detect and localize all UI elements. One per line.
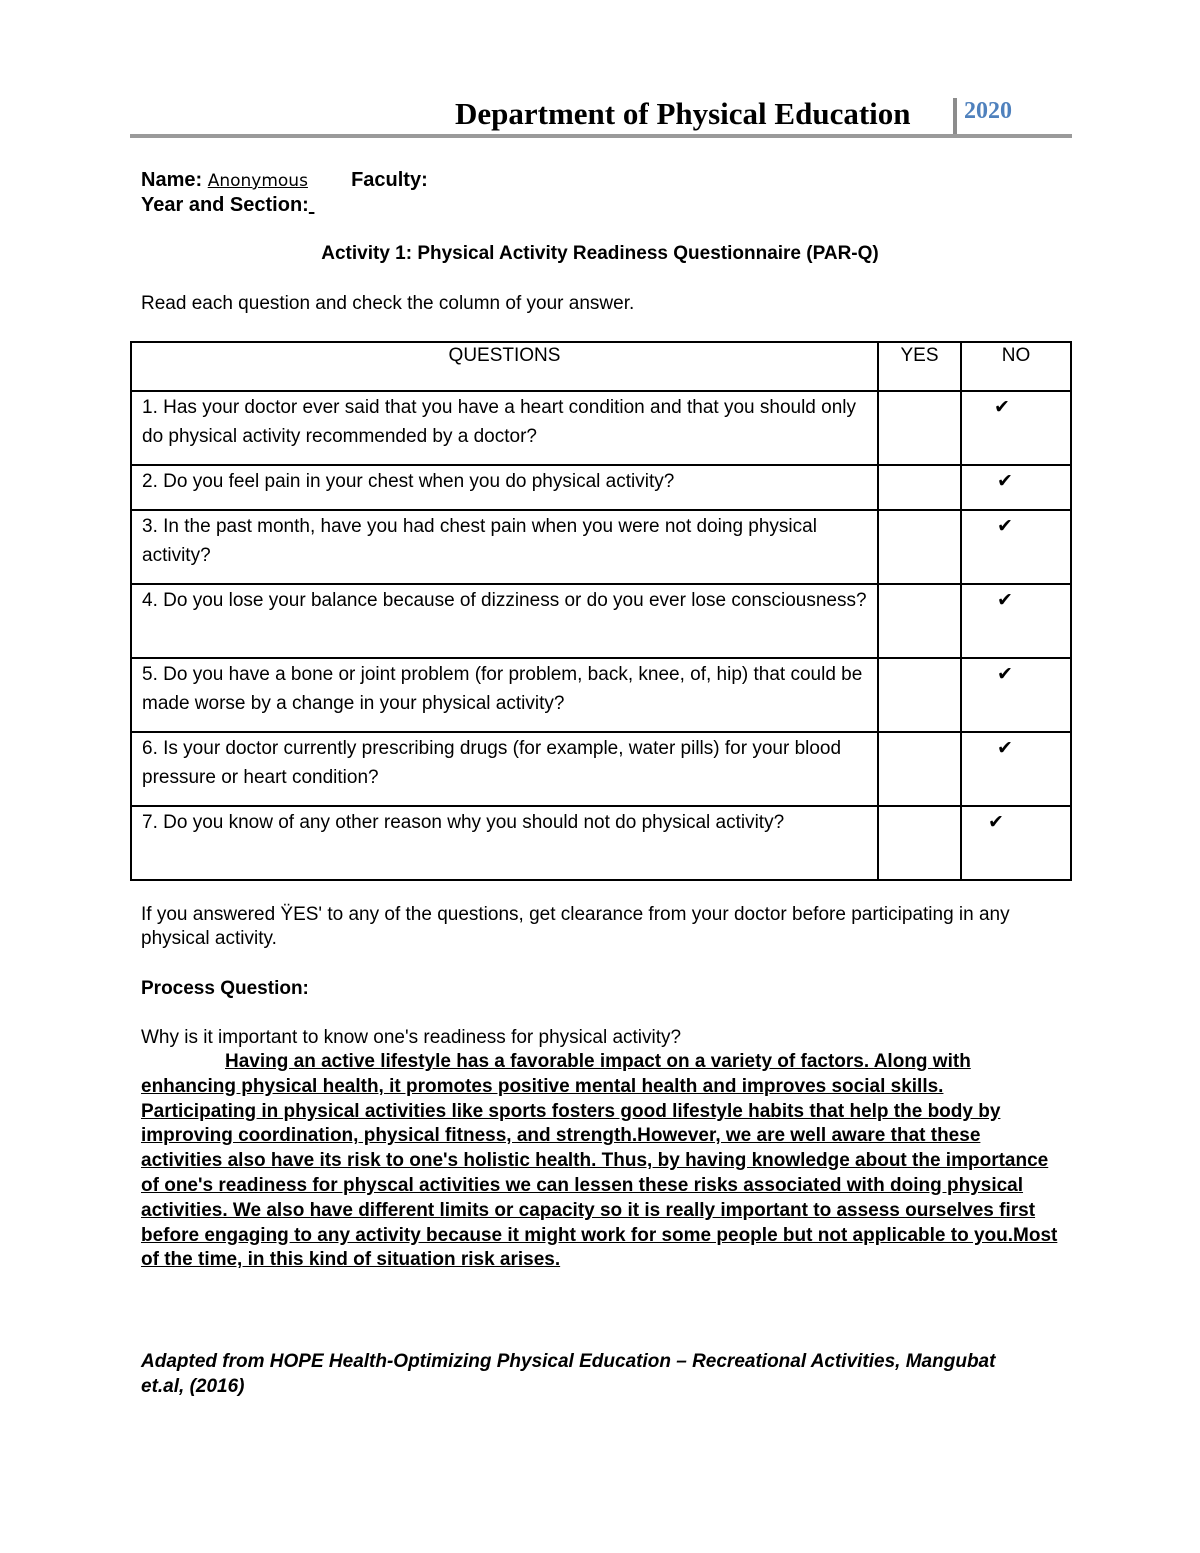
- checkmark-icon: ✔: [997, 471, 1013, 492]
- process-question: Why is it important to know one's readiness for physical activity?: [141, 1027, 682, 1048]
- yes-cell[interactable]: [878, 806, 961, 880]
- checkmark-icon: ✔: [988, 812, 1004, 833]
- checkmark-icon: ✔: [997, 664, 1013, 685]
- year-section-label: Year and Section:: [141, 194, 309, 216]
- header-title: Department of Physical Education: [455, 96, 911, 131]
- yes-cell[interactable]: [878, 465, 961, 510]
- checkmark-icon: ✔: [997, 590, 1013, 611]
- citation: Adapted from HOPE Health-Optimizing Physical Education – Recreational Activities, Mangubat et.al, (2016): [141, 1351, 996, 1397]
- instruction-text: Read each question and check the column of your answer.: [141, 293, 635, 314]
- header-rule: [130, 134, 1072, 138]
- answer-text: Having an active lifestyle has a favorable impact on a variety of factors. Along with enhancing physical health, it promotes positive mental health and improves social skills. Participating in physical activities like sports fosters good lifestyle habits that help the body by improving coordination, physical fitness, and strength.However, we are well aware that these activities also have its risk to one's holistic health. Thus, by having knowledge about the importance of one's readiness for physcal activities we can lessen these risks associated with doing physical activities. We also have different limits or capacity so it is really important to assess ourselves first before engaging to any activity because it might work for some people but not applicable to you.Most of the time, in this kind of situation risk arises.: [141, 1051, 1058, 1271]
- table-row: [131, 584, 1071, 658]
- header-divider: [953, 98, 957, 137]
- question-cell: 1. Has your doctor ever said that you have a heart condition and that you should only do physical activity recommended by a doctor?: [131, 391, 878, 465]
- table-row: [131, 806, 1071, 880]
- checkmark-icon: ✔: [994, 397, 1010, 418]
- header-questions: QUESTIONS: [131, 342, 878, 391]
- question-cell: 2. Do you feel pain in your chest when you do physical activity?: [131, 465, 878, 510]
- checkmark-icon: ✔: [997, 516, 1013, 537]
- year-section-line: [141, 194, 314, 217]
- table-row: [131, 391, 1071, 465]
- no-cell[interactable]: [961, 391, 1071, 465]
- question-cell: 7. Do you know of any other reason why you should not do physical activity?: [131, 806, 878, 880]
- table-row: [131, 510, 1071, 584]
- process-question-title: Process Question:: [141, 978, 309, 999]
- name-value: Anonymous: [207, 171, 308, 191]
- no-cell[interactable]: [961, 584, 1071, 658]
- yes-cell[interactable]: [878, 732, 961, 806]
- no-cell[interactable]: [961, 658, 1071, 732]
- table-row: [131, 658, 1071, 732]
- header-yes: YES: [878, 342, 961, 391]
- question-cell: 3. In the past month, have you had chest pain when you were not doing physical activity?: [131, 510, 878, 584]
- checkmark-icon: ✔: [997, 738, 1013, 759]
- header-year: 2020: [964, 98, 1012, 124]
- question-cell: 4. Do you lose your balance because of dizziness or do you ever lose consciousness?: [131, 584, 878, 658]
- parq-table: [130, 341, 1072, 881]
- table-row: [131, 465, 1071, 510]
- no-cell[interactable]: [961, 732, 1071, 806]
- yes-cell[interactable]: [878, 391, 961, 465]
- yes-cell[interactable]: [878, 658, 961, 732]
- yes-cell[interactable]: [878, 510, 961, 584]
- clearance-note: If you answered ŸES' to any of the questions, get clearance from your doctor before participating in any physical activity.: [141, 904, 1010, 949]
- table-header-row: [131, 342, 1071, 391]
- no-cell[interactable]: [961, 465, 1071, 510]
- name-label: Name:: [141, 169, 203, 191]
- activity-title: Activity 1: Physical Activity Readiness Questionnaire (PAR-Q): [321, 243, 879, 264]
- table-row: [131, 732, 1071, 806]
- yes-cell[interactable]: [878, 584, 961, 658]
- question-cell: 6. Is your doctor currently prescribing drugs (for example, water pills) for your blood pressure or heart condition?: [131, 732, 878, 806]
- question-cell: 5. Do you have a bone or joint problem (for problem, back, knee, of, hip) that could be made worse by a change in your physical activity?: [131, 658, 878, 732]
- header-no: NO: [961, 342, 1071, 391]
- no-cell[interactable]: [961, 806, 1071, 880]
- no-cell[interactable]: [961, 510, 1071, 584]
- faculty-label: Faculty:: [351, 169, 428, 191]
- name-line: [141, 169, 428, 192]
